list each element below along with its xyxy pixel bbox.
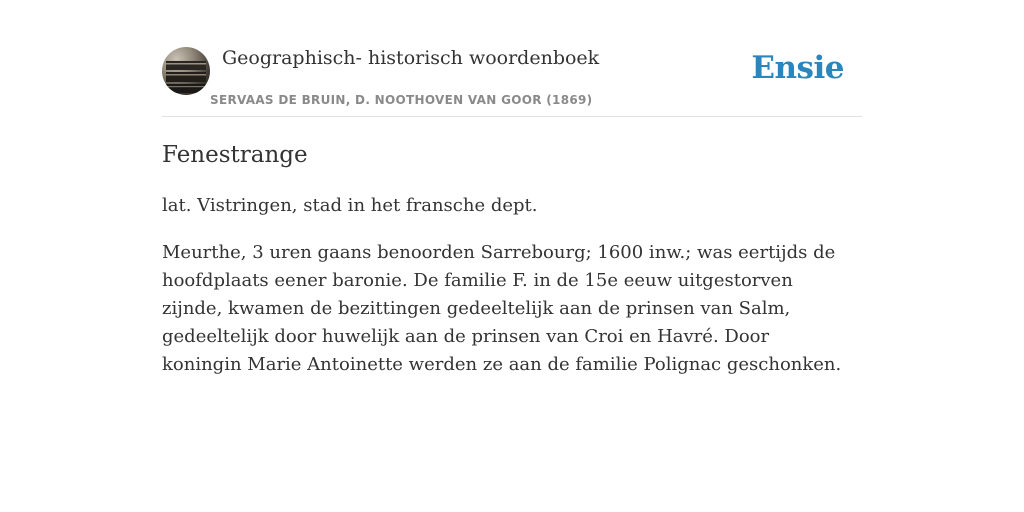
books-image-icon [162,47,210,95]
book-header [162,46,862,117]
entry-paragraph: lat. Vistringen, stad in het fransche dept. [162,195,538,216]
entry-title: Fenestrange [162,142,308,168]
book-cover-avatar[interactable] [162,47,210,95]
ensie-logo-link[interactable]: Ensie [751,50,844,86]
book-authors: SERVAAS DE BRUIN, D. NOOTHOVEN VAN GOOR (1869) [210,93,593,107]
book-title[interactable]: Geographisch- historisch woordenboek [222,47,600,69]
entry-paragraph: Meurthe, 3 uren gaans benoorden Sarrebourg; 1600 inw.; was eertijds de hoofdplaats eener baronie. De familie F. in de 15e eeuw uitgestorven zijnde, kwamen de bezittingen gedeeltelijk aan de prinsen van Salm, gedeeltelijk door huwelijk aan de prinsen van Croi en Havré. Door koningin Marie Antoinette werden ze aan de familie Polignac geschonken. [162,242,842,375]
